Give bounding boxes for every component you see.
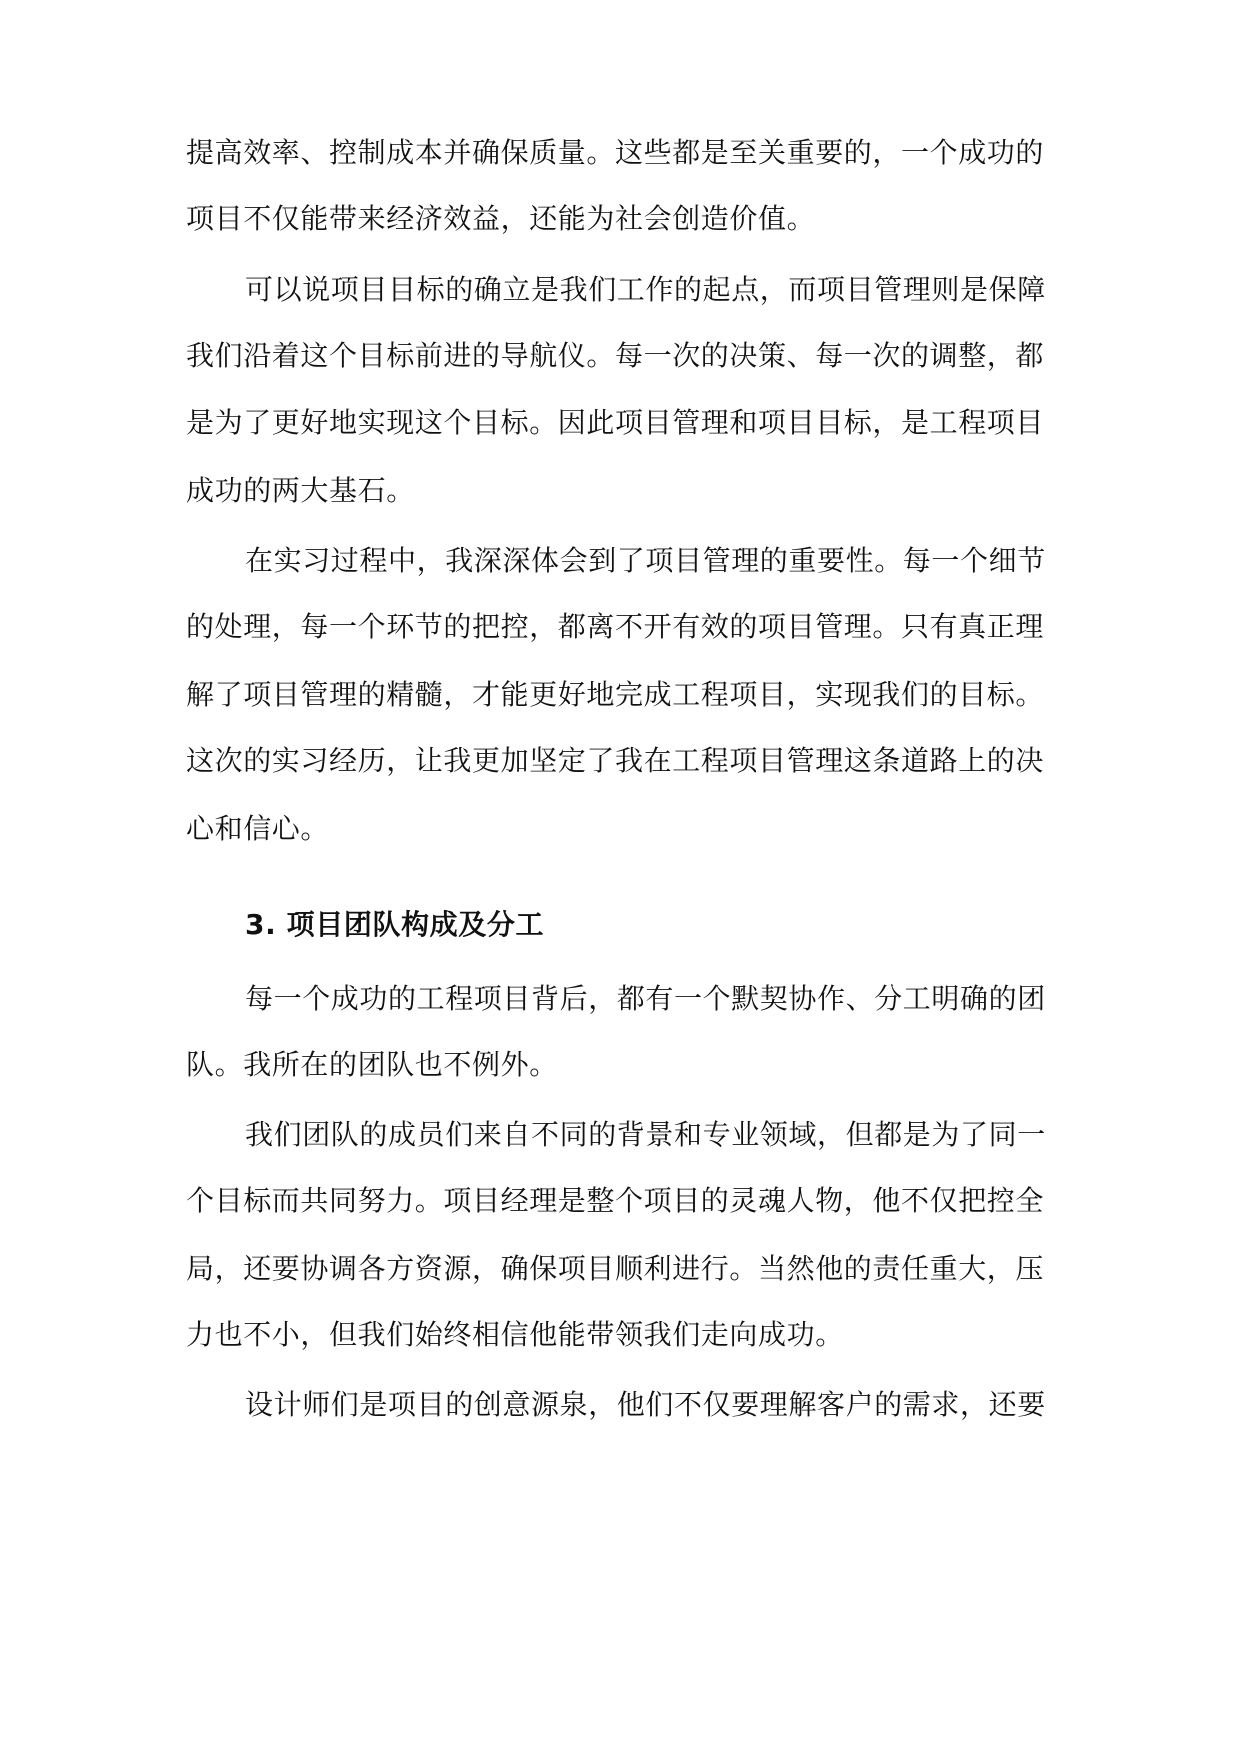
paragraph-line: 我们团队的成员们来自不同的背景和专业领域，但都是为了同一 (245, 1118, 1046, 1151)
paragraph-line: 队。我所在的团队也不例外。 (186, 1048, 558, 1081)
paragraph-line: 项目不仅能带来经济效益，还能为社会创造价值。 (186, 202, 816, 235)
paragraph-line: 个目标而共同努力。项目经理是整个项目的灵魂人物，他不仅把控全 (186, 1184, 1045, 1217)
paragraph-line: 是为了更好地实现这个目标。因此项目管理和项目目标，是工程项目 (186, 406, 1045, 439)
paragraph-line: 局，还要协调各方资源，确保项目顺利进行。当然他的责任重大，压 (186, 1252, 1045, 1285)
section-heading: 3. 项目团队构成及分工 (245, 908, 545, 941)
paragraph-line: 这次的实习经历，让我更加坚定了我在工程项目管理这条道路上的决 (186, 744, 1045, 777)
paragraph-line: 解了项目管理的精髓，才能更好地完成工程项目，实现我们的目标。 (186, 678, 1045, 711)
paragraph-line: 提高效率、控制成本并确保质量。这些都是至关重要的，一个成功的 (186, 136, 1045, 169)
paragraph-line: 力也不小，但我们始终相信他能带领我们走向成功。 (186, 1318, 844, 1351)
paragraph-line: 成功的两大基石。 (186, 474, 415, 507)
paragraph-line: 在实习过程中，我深深体会到了项目管理的重要性。每一个细节 (245, 544, 1046, 577)
paragraph-line: 每一个成功的工程项目背后，都有一个默契协作、分工明确的团 (245, 982, 1046, 1015)
paragraph-line: 心和信心。 (186, 812, 330, 845)
paragraph-line: 可以说项目目标的确立是我们工作的起点，而项目管理则是保障 (245, 273, 1046, 306)
paragraph-line: 我们沿着这个目标前进的导航仪。每一次的决策、每一次的调整，都 (186, 339, 1045, 372)
paragraph-line: 设计师们是项目的创意源泉，他们不仅要理解客户的需求，还要 (245, 1388, 1046, 1421)
paragraph-line: 的处理，每一个环节的把控，都离不开有效的项目管理。只有真正理 (186, 610, 1045, 643)
